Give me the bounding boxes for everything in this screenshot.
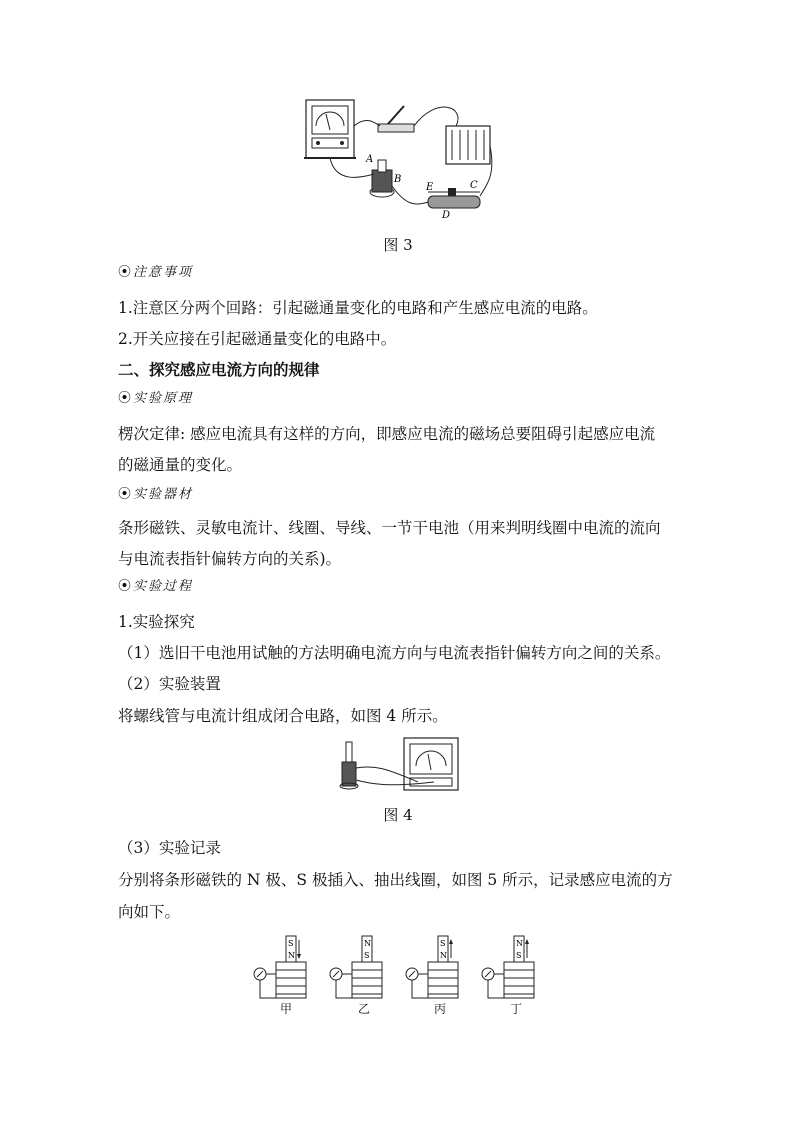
principle-title: 实验原理	[133, 391, 194, 406]
battery-icon	[446, 126, 490, 164]
figure-3-caption: 图 3	[383, 236, 413, 254]
process-step-1: 1.实验探究	[118, 613, 195, 631]
top-pole: S	[288, 939, 294, 948]
figure-5	[250, 934, 550, 1018]
figure-3-diagram	[296, 96, 496, 226]
label-c: C	[470, 180, 478, 191]
fig5-panel-label: 丙	[434, 1002, 447, 1016]
bottom-pole: N	[288, 951, 295, 960]
section-2-title: 二、探究感应电流方向的规律	[118, 360, 320, 379]
note-item-1: 1.注意区分两个回路：引起磁通量变化的电路和产生感应电流的电路。	[118, 299, 598, 317]
principle-heading	[118, 390, 193, 408]
equipment-title: 实验器材	[133, 487, 194, 502]
equipment-heading	[118, 486, 193, 504]
top-pole: N	[516, 939, 523, 948]
process-sub-1: （1）选旧干电池用试触的方法明确电流方向与电流表指针偏转方向之间的关系。	[118, 644, 671, 662]
top-pole: S	[440, 939, 446, 948]
fig5-panel-label: 甲	[280, 1002, 293, 1016]
process-title: 实验过程	[133, 579, 194, 594]
label-a: A	[366, 154, 374, 165]
section-marker-icon: ⦿	[118, 391, 134, 406]
solenoid-icon	[340, 742, 358, 789]
equipment-line-1: 条形磁铁、灵敏电流计、线圈、导线、一节干电池（用来判明线圈中电流的流向	[118, 519, 661, 537]
magnet-coil-icon	[402, 934, 474, 1004]
process-heading	[118, 578, 193, 596]
coil-icon	[370, 160, 394, 197]
process-sub-3-line-2: 向如下。	[118, 903, 181, 921]
principle-line-2: 的磁通量的变化。	[118, 456, 243, 474]
fig5-panel	[478, 934, 550, 1018]
equipment-line-2: 与电流表指针偏转方向的关系)。	[118, 550, 342, 568]
section-marker-icon: ⦿	[118, 265, 134, 280]
process-sub-3-line-1: 分别将条形磁铁的 N 极、S 极插入、抽出线圈，如图 5 所示，记录感应电流的方	[118, 871, 673, 889]
label-b: B	[394, 174, 402, 185]
bottom-pole: S	[516, 951, 522, 960]
bottom-pole: S	[364, 951, 370, 960]
figure-4-caption: 图 4	[383, 806, 413, 824]
process-sub-2: （2）实验装置	[118, 675, 221, 693]
figure-4-diagram	[338, 736, 462, 794]
galvanometer-icon	[304, 100, 356, 158]
process-sub-3: （3）实验记录	[118, 839, 221, 857]
label-d: D	[442, 210, 451, 221]
magnet-coil-icon	[478, 934, 550, 1004]
magnet-coil-icon	[326, 934, 398, 1004]
label-e: E	[426, 182, 434, 193]
note-item-2: 2.开关应接在引起磁通量变化的电路中。	[118, 330, 397, 348]
fig5-panel-label: 丁	[510, 1002, 523, 1016]
fig5-panel	[402, 934, 474, 1018]
switch-icon	[378, 106, 414, 132]
top-pole: N	[364, 939, 371, 948]
notes-title: 注意事项	[133, 265, 194, 280]
fig5-panel	[326, 934, 398, 1018]
fig5-panel-label: 乙	[358, 1002, 371, 1016]
magnet-coil-icon	[250, 934, 322, 1004]
fig5-panel	[250, 934, 322, 1018]
section-marker-icon: ⦿	[118, 487, 134, 502]
section-marker-icon: ⦿	[118, 579, 134, 594]
notes-heading	[118, 264, 193, 282]
bottom-pole: N	[440, 951, 447, 960]
process-sub-2-text: 将螺线管与电流计组成闭合电路，如图 4 所示。	[118, 707, 448, 725]
principle-line-1: 楞次定律: 感应电流具有这样的方向，即感应电流的磁场总要阻碍引起感应电流	[118, 425, 656, 443]
rheostat-icon	[428, 188, 480, 208]
